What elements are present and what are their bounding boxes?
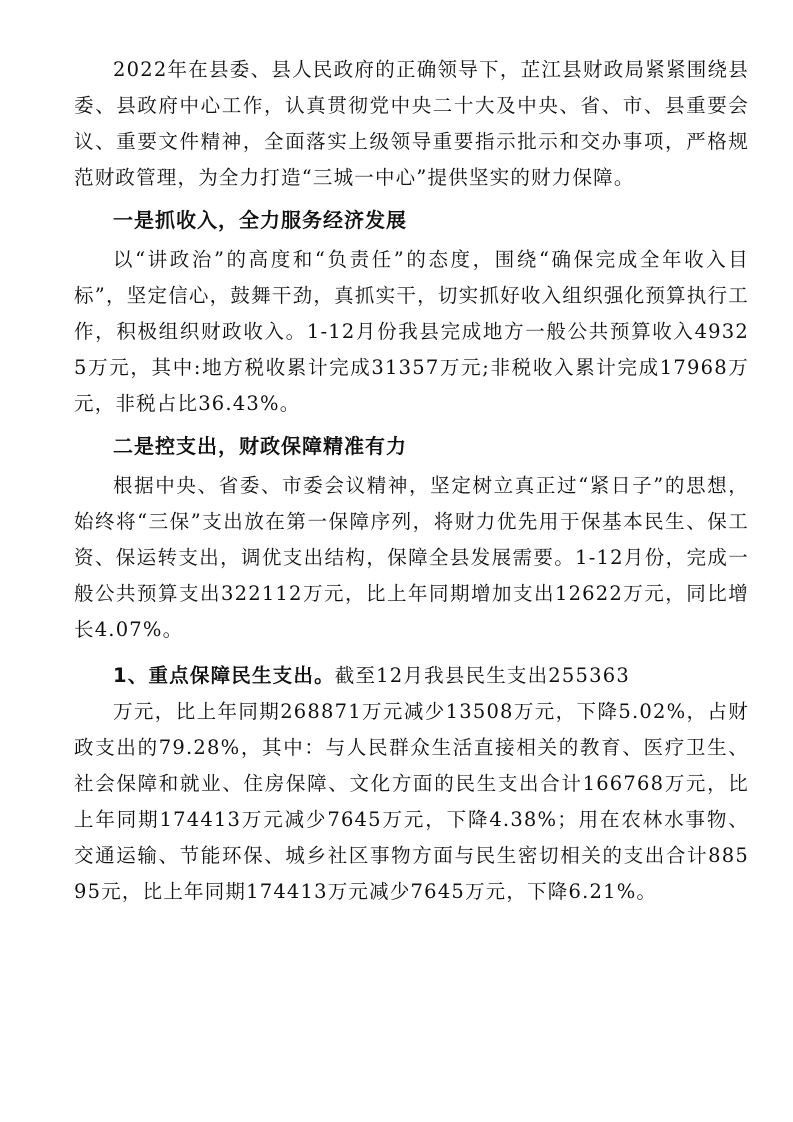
item-livelihood-title: 1、重点保障民生支出。: [113, 664, 335, 687]
item-livelihood-lead-tail: 截至12月我县民生支出255363: [334, 664, 630, 687]
section-body-revenue: 以“讲政治”的高度和“负责任”的态度，围绕“确保完成全年收入目标”，坚定信心，鼓舞干劲，真抓实干，切实抓好收入组织强化预算执行工作，积极组织财政收入。1-12月份我县完成地方一般公共预算收入49325万元，其中:地方税收累计完成31357万元;非税收入累计完成17968万元，非税占比36.43%。: [74, 248, 749, 415]
item-livelihood-lead-line: [74, 658, 749, 694]
section-body-expenditure: 根据中央、省委、市委会议精神，坚定树立真正过“紧日子”的思想，始终将“三保”支出放在第一保障序列，将财力优先用于保基本民生、保工资、保运转支出，调优支出结构，保障全县发展需要。1-12月份，完成一般公共预算支出322112万元，比上年同期增加支出12622万元，同比增长4.07%。: [74, 474, 749, 641]
section-heading-revenue: 一是抓收入，全力服务经济发展: [113, 208, 407, 232]
section-heading-expenditure: 二是控支出，财政保障精准有力: [113, 434, 407, 458]
item-livelihood-body: 万元，比上年同期268871万元减少13508万元，下降5.02%，占财政支出的79.28%，其中：与人民群众生活直接相关的教育、医疗卫生、社会保障和就业、住房保障、文化方面的民生支出合计166768万元，比上年同期174413万元减少7645万元，下降4.38%；用在农林水事物、交通运输、节能环保、城乡社区事物方面与民生密切相关的支出合计88595元，比上年同期174413万元减少7645万元，下降6.21%。: [74, 700, 749, 903]
intro-paragraph: 2022年在县委、县人民政府的正确领导下，芷江县财政局紧紧围绕县委、县政府中心工作，认真贯彻党中央二十大及中央、省、市、县重要会议、重要文件精神，全面落实上级领导重要指示批示和交办事项，严格规范财政管理，为全力打造“三城一中心”提供坚实的财力保障。: [74, 58, 749, 189]
